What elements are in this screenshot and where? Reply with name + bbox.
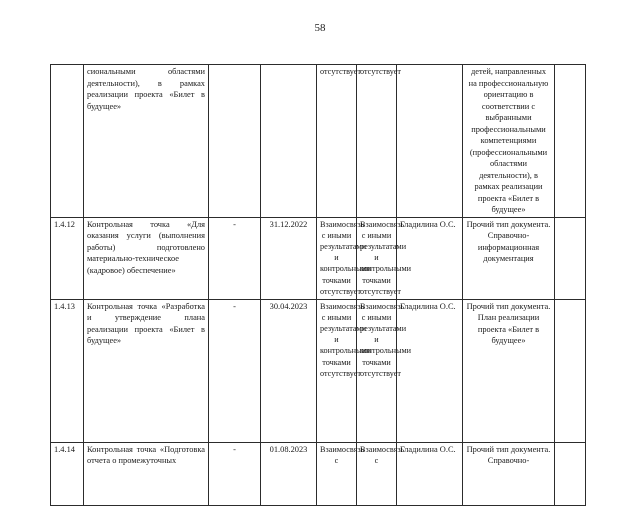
base-value-cell: - [209, 442, 261, 505]
row-number-cell [51, 65, 84, 218]
control-point-name-cell: сиональными областями деятельности), в рамках реализации проекта «Билет в будущее» [84, 65, 209, 218]
extra-cell [555, 217, 586, 299]
date-cell: 01.08.2023 [261, 442, 317, 505]
predecessor-link-cell: отсутствует [317, 65, 357, 218]
control-point-name-cell: Контрольная точка «Для оказания услуги (выполнения работы) подготовлено материально-техническое (кадровое) обеспечение» [84, 217, 209, 299]
table-row [51, 65, 586, 218]
table-row [51, 442, 586, 505]
successor-link-cell: Взаимосвязь с иными результатами и контрольными точками отсутствует [357, 217, 397, 299]
document-type-cell: детей, направленных на профессиональную ориентацию в соответствии с выбранными профессиональными компетенциями (профессиональными областями деятельности), в рамках реализации проекта «Билет в будущее» [463, 65, 555, 218]
control-point-name-cell: Контрольная точка «Разработка и утверждение плана реализации проекта «Билет в будущее» [84, 299, 209, 442]
document-type-cell: Прочий тип документа. Справочно-информационная документация [463, 217, 555, 299]
successor-link-cell: Взаимосвязь с иными результатами и контрольными точками отсутствует [357, 299, 397, 442]
control-point-name-cell: Контрольная точка «Подготовка отчета о промежуточных [84, 442, 209, 505]
responsible-person-cell [397, 65, 463, 218]
document-type-cell: Прочий тип документа. План реализации проекта «Билет в будущее» [463, 299, 555, 442]
document-type-cell: Прочий тип документа. Справочно- [463, 442, 555, 505]
control-points-table [50, 64, 586, 506]
base-value-cell: - [209, 217, 261, 299]
predecessor-link-cell: Взаимосвязь с [317, 442, 357, 505]
page-number: 58 [314, 22, 326, 34]
date-cell: 31.12.2022 [261, 217, 317, 299]
responsible-person-cell: Гладилина О.С. [397, 217, 463, 299]
table-row [51, 217, 586, 299]
extra-cell [555, 442, 586, 505]
date-cell: 30.04.2023 [261, 299, 317, 442]
base-value-cell [209, 65, 261, 218]
row-number-cell: 1.4.12 [51, 217, 84, 299]
successor-link-cell: Взаимосвязь с [357, 442, 397, 505]
extra-cell [555, 65, 586, 218]
predecessor-link-cell: Взаимосвязь с иными результатами и контрольными точками отсутствует [317, 299, 357, 442]
extra-cell [555, 299, 586, 442]
responsible-person-cell: Гладилина О.С. [397, 299, 463, 442]
successor-link-cell: отсутствует [357, 65, 397, 218]
responsible-person-cell: Гладилина О.С. [397, 442, 463, 505]
table-row [51, 299, 586, 442]
predecessor-link-cell: Взаимосвязь с иными результатами и контрольными точками отсутствует [317, 217, 357, 299]
row-number-cell: 1.4.13 [51, 299, 84, 442]
document-sheet [50, 64, 585, 465]
base-value-cell: - [209, 299, 261, 442]
date-cell [261, 65, 317, 218]
row-number-cell: 1.4.14 [51, 442, 84, 505]
